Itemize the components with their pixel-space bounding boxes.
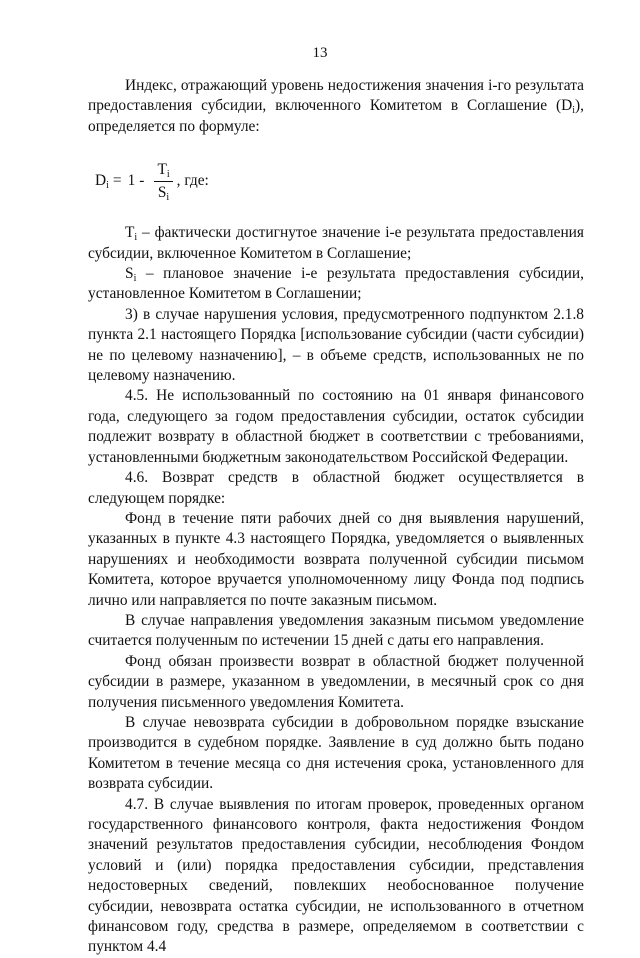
formula-denominator: $S_i$ xyxy=(157,183,170,203)
paragraph-4-7: 4.7. В случае выявления по итогам проверок, проведенных органом государственного финансового контроля, факта недостижения Фондом значений результатов предоставления субсидии, несоблюдения Фондом условий и (или) порядка предоставления субсидии, представления недостоверных сведений, повлекших необоснованное получение субсидии, невозврата остатка субсидии, не использованного в отчетном финансовом году, средства в размере, определяемом в соответствии с пунктом 4.4 xyxy=(88,795,584,956)
formula-equals: = xyxy=(112,172,122,190)
formula-numerator: $T_i$ xyxy=(154,161,172,182)
formula-where: , где: xyxy=(176,172,209,190)
intro-paragraph: Индекс, отражающий уровень недостижения значения i-го результата предоставления субсидии, включенного Комитетом в Соглашение $(D_i)$, определяется по формуле: xyxy=(88,77,584,135)
paragraph-fund-notice: Фонд в течение пяти рабочих дней со дня выявления нарушений, указанных в пункте 4.3 настоящего Порядка, уведомляется о выявленных нарушениях и необходимости возврата полученной субсидии письмом Комитета, которое вручается уполномоченному лицу Фонда под подпись лично или направляется по почте заказным письмом. xyxy=(88,509,584,609)
formula-minus: - xyxy=(139,172,145,190)
definition-s: $S_i$ – плановое значение i-е результата предоставления субсидии, установленное Комитетом в Соглашении; xyxy=(88,265,584,303)
formula xyxy=(95,151,584,211)
formula-fraction xyxy=(154,161,172,202)
page-number: 13 xyxy=(312,45,328,61)
definition-t: $T_i$ – фактически достигнутое значение i-е результата предоставления субсидии, включенное Комитетом в Соглашение; xyxy=(88,224,584,262)
paragraph-court: В случае невозврата субсидии в добровольном порядке взыскание производится в судебном порядке. Заявление в суд должно быть подано Комитетом в течение месяца со дня истечения срока, установленного для возврата субсидии. xyxy=(88,713,584,793)
formula-one: 1 xyxy=(127,172,136,190)
paragraph-fund-return: Фонд обязан произвести возврат в областной бюджет полученной субсидии в размере, указанном в уведомлении, в месячный срок со дня получения письменного уведомления Комитета. xyxy=(88,652,584,711)
paragraph-4-6: 4.6. Возврат средств в областной бюджет осуществляется в следующем порядке: xyxy=(88,469,584,507)
paragraph-3: 3) в случае нарушения условия, предусмотренного подпунктом 2.1.8 пункта 2.1 настоящего Порядка [использование субсидии (части субсидии) не по целевому назначению], – в объеме средств, использованных не по целевому назначению. xyxy=(88,305,584,385)
document-body xyxy=(88,76,584,958)
paragraph-4-5: 4.5. Не использованный по состоянию на 01 января финансового года, следующего за годом предоставления субсидии, остаток субсидии подлежит возврату в областной бюджет в соответствии с требованиями, установленными бюджетным законодательством Российской Федерации. xyxy=(88,387,584,466)
paragraph-registered-mail: В случае направления уведомления заказным письмом уведомление считается полученным по истечении 15 дней с даты его направления. xyxy=(88,611,584,650)
formula-lhs: $D_i$ xyxy=(95,172,109,192)
